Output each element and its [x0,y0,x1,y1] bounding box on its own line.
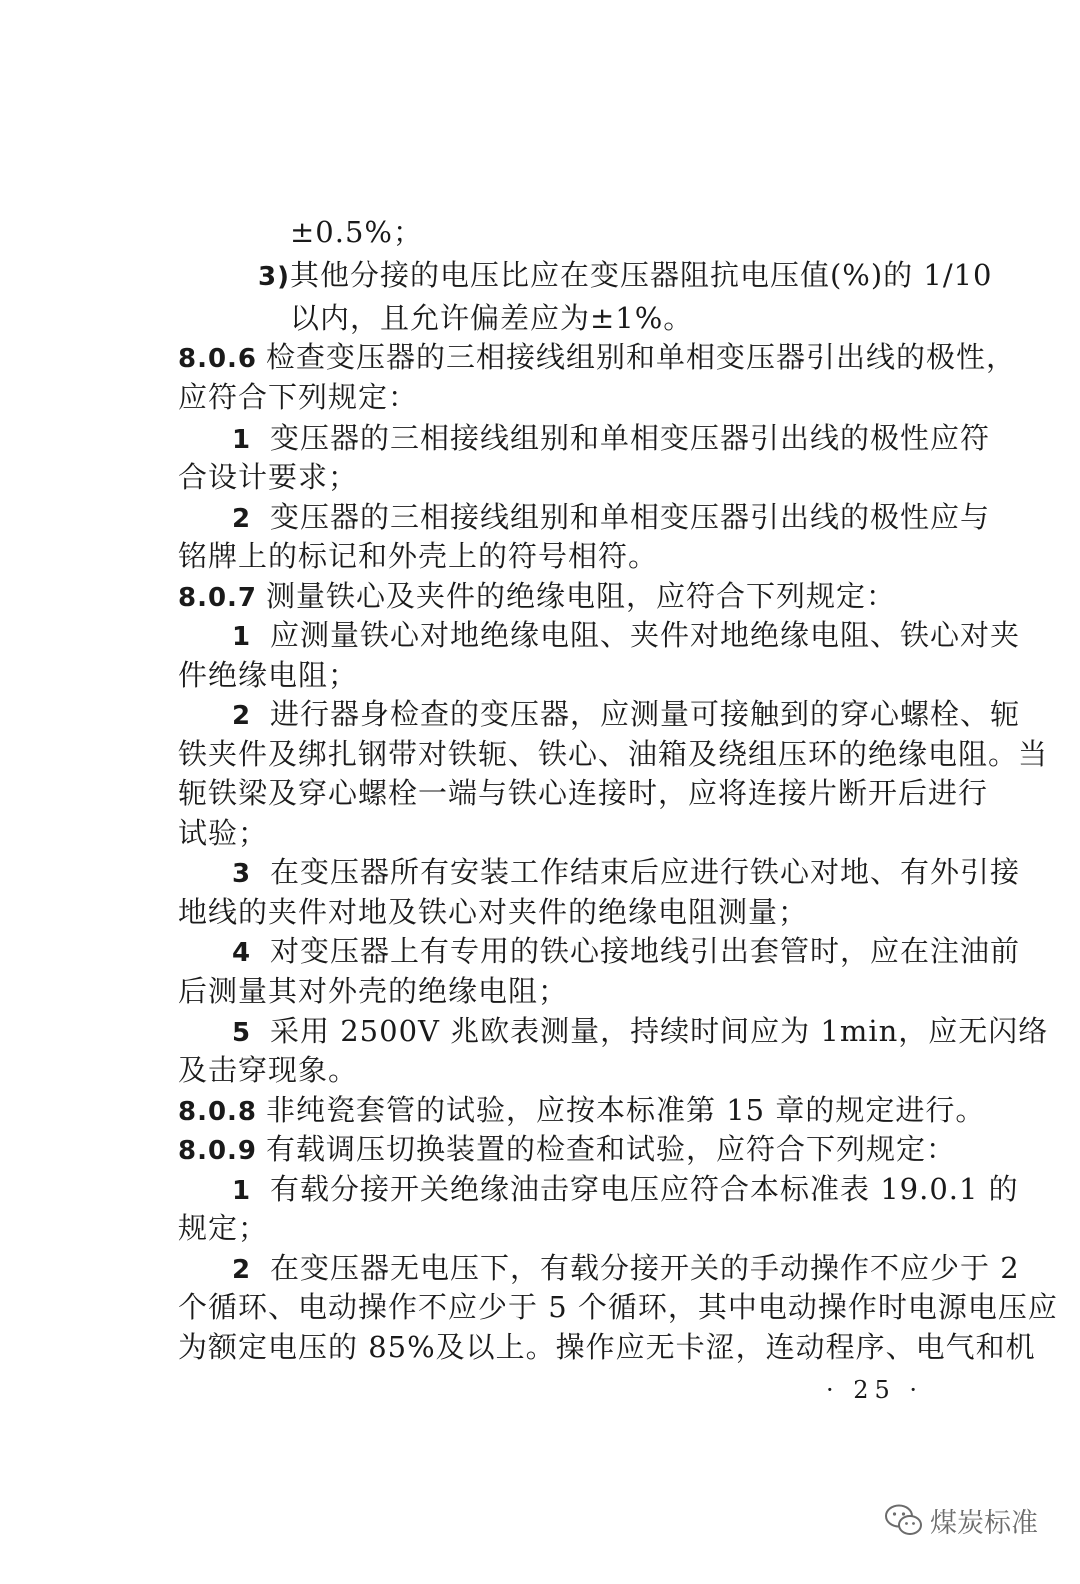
line-text: 对变压器上有专用的铁心接地线引出套管时，应在注油前 [270,934,1021,968]
text-line [290,212,1035,252]
line-text: 变压器的三相接线组别和单相变压器引出线的极性应与 [270,500,991,534]
line-text: 合设计要求； [178,460,359,494]
text-line [232,694,1021,736]
line-text: 其他分接的电压比应在变压器阻抗电压值(%)的 1/10 [289,258,993,292]
line-text: 为额定电压的 85%及以上。操作应无卡涩，连动程序、电气和机 [178,1330,1036,1364]
clause-number: 8.0.7 [178,583,258,613]
item-number: 1 [232,425,252,455]
text-line [232,931,1021,973]
item-number: 1 [232,1176,252,1206]
text-line [178,734,1049,774]
text-line [178,813,923,853]
line-text: 有载调压切换装置的检查和试验，应符合下列规定： [266,1132,957,1166]
clause-number: 8.0.9 [178,1136,258,1166]
text-line [178,576,923,618]
text-line [178,536,923,576]
text-line [178,337,1017,379]
line-text: ±0.5%； [290,215,423,249]
text-line [232,852,1021,894]
line-text: 试验； [178,816,269,850]
text-line [232,1011,1049,1053]
item-number: 2 [232,701,252,731]
line-text: 地线的夹件对地及铁心对夹件的绝缘电阻测量； [178,895,809,929]
item-number: 3 [232,859,252,889]
text-line [232,1248,1020,1290]
line-text: 及击穿现象。 [178,1053,359,1087]
text-line [290,298,1035,338]
text-line [178,892,923,932]
line-text: 铭牌上的标记和外壳上的符号相符。 [178,539,659,573]
text-line [178,971,923,1011]
text-line [232,615,1021,657]
text-line [178,1327,1036,1367]
item-number: 2 [232,504,252,534]
text-line [232,1169,1019,1211]
text-line [178,1090,986,1132]
line-text: 进行器身检查的变压器，应测量可接触到的穿心螺栓、轭 [270,697,1021,731]
text-line [232,418,991,460]
line-text: 有载分接开关绝缘油击穿电压应符合本标准表 19.0.1 的 [270,1172,1019,1206]
line-text: 检查变压器的三相接线组别和单相变压器引出线的极性， [266,340,1017,374]
line-text: 非纯瓷套管的试验，应按本标准第 15 章的规定进行。 [266,1093,986,1127]
text-line [258,255,1003,297]
line-text: 个循环、电动操作不应少于 5 个循环，其中电动操作时电源电压应 [178,1290,1058,1324]
line-text: 应测量铁心对地绝缘电阻、夹件对地绝缘电阻、铁心对夹 [270,618,1021,652]
text-line [178,1129,957,1171]
line-text: 在变压器无电压下，有载分接开关的手动操作不应少于 2 [270,1251,1020,1285]
wechat-icon [884,1503,924,1537]
line-text: 测量铁心及夹件的绝缘电阻，应符合下列规定： [266,579,897,613]
clause-number: 8.0.8 [178,1097,258,1127]
text-line [232,497,991,539]
line-text: 应符合下列规定： [178,380,419,414]
item-number: 1 [232,622,252,652]
clause-number: 8.0.6 [178,344,258,374]
page-number: · 25 · [826,1376,924,1404]
text-line [178,655,923,695]
text-line [178,457,923,497]
watermark [884,1500,1038,1540]
line-text: 规定； [178,1211,269,1245]
line-text: 轭铁梁及穿心螺栓一端与铁心连接时，应将连接片断开后进行 [178,776,989,810]
text-line [178,1287,1058,1327]
line-text: 在变压器所有安装工作结束后应进行铁心对地、有外引接 [270,855,1021,889]
line-text: 变压器的三相接线组别和单相变压器引出线的极性应符 [270,421,991,455]
sub-item-number: 3) [258,262,290,292]
item-number: 5 [232,1018,252,1048]
item-number: 2 [232,1255,252,1285]
item-number: 4 [232,938,252,968]
line-text: 件绝缘电阻； [178,658,359,692]
line-text: 采用 2500V 兆欧表测量，持续时间应为 1min，应无闪络 [270,1014,1049,1048]
text-line [178,1208,923,1248]
text-line [178,1050,923,1090]
watermark-text: 煤炭标准 [930,1507,1038,1539]
line-text: 以内，且允许偏差应为±1%。 [290,301,694,335]
line-text: 后测量其对外壳的绝缘电阻； [178,974,569,1008]
line-text: 铁夹件及绑扎钢带对铁轭、铁心、油箱及绕组压环的绝缘电阻。当 [178,737,1049,771]
text-line [178,773,989,813]
text-line [178,377,923,417]
